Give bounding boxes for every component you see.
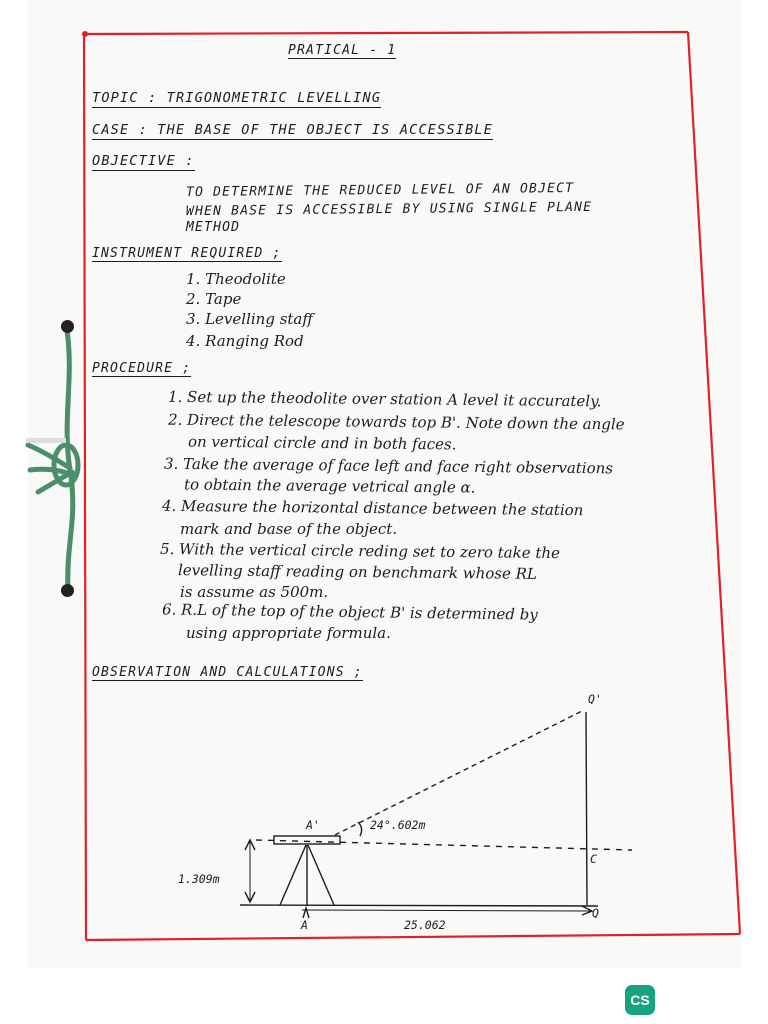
procedure-line: 6. R.L of the top of the object B' is determined by bbox=[161, 600, 538, 624]
camscanner-logo-icon bbox=[625, 985, 655, 1015]
horizontal-sightline bbox=[256, 840, 632, 850]
procedure-line: 4. Measure the horizontal distance between the station bbox=[161, 496, 584, 520]
instruments-heading: INSTRUMENT REQUIRED ; bbox=[92, 246, 282, 261]
objective-line: METHOD bbox=[186, 220, 241, 235]
label-instrument-height: 1.309m bbox=[178, 872, 220, 886]
label-instrument-point: A' bbox=[306, 818, 320, 832]
objective-line: TO DETERMINE THE REDUCED LEVEL OF AN OBJECT bbox=[185, 180, 575, 201]
binding-string-icon bbox=[28, 330, 78, 590]
page-title: PRATICAL - 1 bbox=[288, 43, 397, 58]
frame-right-line bbox=[688, 32, 740, 934]
ground-line bbox=[240, 905, 598, 906]
frame-left-line bbox=[84, 34, 86, 940]
instrument-item: 1. Theodolite bbox=[186, 270, 286, 288]
label-vertical-angle: 24°.602m bbox=[370, 818, 426, 832]
tripod-leg-right bbox=[308, 845, 334, 905]
procedure-line: to obtain the average vetrical angle α. bbox=[183, 475, 476, 497]
binder-ring-top bbox=[61, 320, 74, 333]
angle-arc bbox=[358, 822, 362, 836]
procedure-line: on vertical circle and in both faces. bbox=[187, 432, 457, 454]
station-a-arrow bbox=[303, 908, 309, 918]
objective-heading: OBJECTIVE : bbox=[92, 153, 195, 169]
frame-bottom-line bbox=[86, 934, 740, 940]
label-station-a: A bbox=[301, 918, 308, 932]
tripod-leg-left bbox=[280, 845, 306, 905]
procedure-line: is assume as 500m. bbox=[180, 583, 329, 601]
procedure-line: using appropriate formula. bbox=[186, 624, 391, 642]
procedure-line: 1. Set up the theodolite over station A level it accurately. bbox=[167, 387, 602, 411]
instrument-item: 4. Ranging Rod bbox=[186, 332, 304, 350]
observation-heading: OBSERVATION AND CALCULATIONS ; bbox=[92, 665, 363, 680]
frame-corner-dot bbox=[82, 31, 88, 37]
label-point-c: C bbox=[590, 852, 597, 866]
procedure-heading: PROCEDURE ; bbox=[92, 361, 192, 376]
label-top-point: Q' bbox=[588, 692, 602, 706]
instrument-head bbox=[274, 836, 340, 844]
label-base-q: Q bbox=[592, 906, 599, 920]
frame-top-line bbox=[84, 32, 688, 34]
label-horizontal-distance: 25.062 bbox=[404, 918, 446, 932]
line-of-sight bbox=[335, 710, 584, 835]
case-line: CASE : THE BASE OF THE OBJECT IS ACCESSIBLE bbox=[92, 122, 494, 138]
objective-line: WHEN BASE IS ACCESSIBLE BY USING SINGLE PLANE bbox=[185, 199, 593, 220]
procedure-line: 3. Take the average of face left and face right observations bbox=[163, 454, 614, 478]
procedure-line: mark and base of the object. bbox=[180, 520, 398, 538]
procedure-line: levelling staff reading on benchmark whose RL bbox=[177, 561, 538, 583]
camscanner-logo-text: CS bbox=[630, 992, 650, 1008]
binder-ring-bottom bbox=[61, 584, 74, 597]
string-tag bbox=[26, 438, 66, 443]
instrument-item: 2. Tape bbox=[186, 290, 242, 308]
distance-arrow-line bbox=[302, 910, 590, 911]
procedure-line: 2. Direct the telescope towards top B'. Note down the angle bbox=[167, 410, 625, 434]
levelling-diagram bbox=[240, 710, 632, 918]
procedure-line: 5. With the vertical circle reding set to zero take the bbox=[159, 539, 561, 563]
object-line bbox=[586, 712, 587, 905]
instrument-item: 3. Levelling staff bbox=[186, 310, 313, 328]
topic-line: TOPIC : TRIGONOMETRIC LEVELLING bbox=[92, 90, 382, 106]
